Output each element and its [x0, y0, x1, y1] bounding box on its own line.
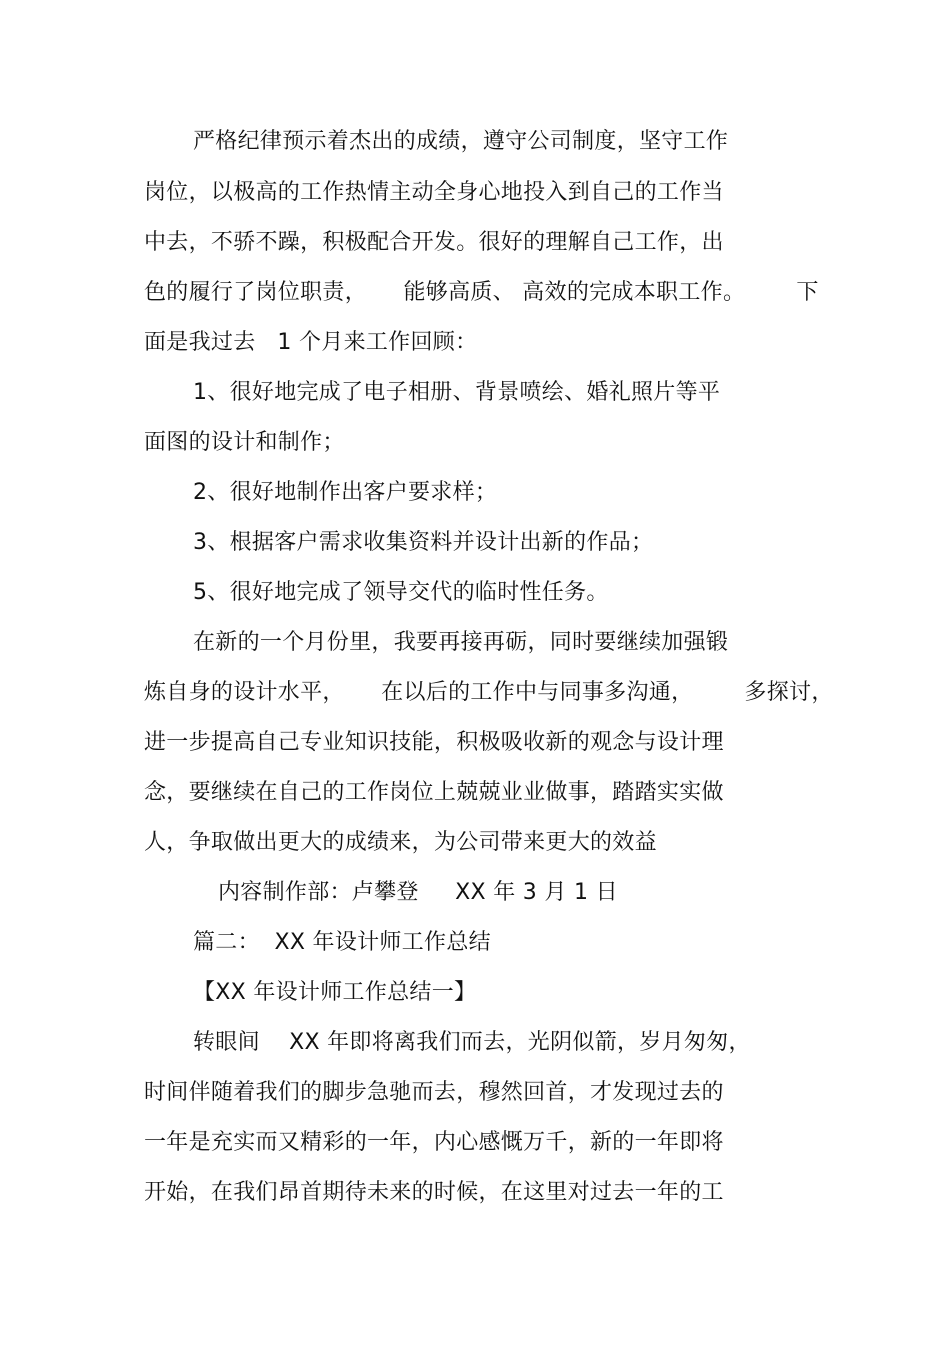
paragraph-line: 在新的一个月份里，我要再接再砺，同时要继续加强锻: [193, 630, 729, 655]
paragraph-line: 转眼间 XX 年即将离我们而去，光阴似箭，岁月匆匆，: [193, 1030, 751, 1055]
list-item: 2、很好地制作出客户要求样；: [193, 480, 498, 505]
paragraph-line: 炼自身的设计水平， 在以后的工作中与同事多沟通， 多探讨，: [144, 680, 834, 705]
paragraph-line: 一年是充实而又精彩的一年，内心感慨万千，新的一年即将: [144, 1130, 724, 1155]
list-item: 5、很好地完成了领导交代的临时性任务。: [193, 580, 609, 605]
paragraph-line: 色的履行了岗位职责， 能够高质、 高效的完成本职工作。 下: [144, 280, 819, 305]
paragraph-line: 岗位，以极高的工作热情主动全身心地投入到自己的工作当: [144, 180, 724, 205]
list-item-continuation: 面图的设计和制作；: [144, 430, 345, 455]
paragraph-line: 严格纪律预示着杰出的成绩，遵守公司制度，坚守工作: [193, 129, 729, 154]
section-heading: 篇二： XX 年设计师工作总结: [193, 930, 491, 955]
paragraph-line: 时间伴随着我们的脚步急驰而去，穆然回首，才发现过去的: [144, 1080, 724, 1105]
paragraph-line: 面是我过去 1 个月来工作回顾：: [144, 330, 478, 355]
paragraph-line: 进一步提高自己专业知识技能，积极吸收新的观念与设计理: [144, 730, 724, 755]
paragraph-line: 念，要继续在自己的工作岗位上兢兢业业做事，踏踏实实做: [144, 780, 724, 805]
paragraph-line: 中去，不骄不躁，积极配合开发。很好的理解自己工作，出: [144, 230, 724, 255]
paragraph-line: 人，争取做出更大的成绩来，为公司带来更大的效益: [144, 830, 657, 855]
paragraph-line: 开始，在我们昂首期待未来的时候，在这里对过去一年的工: [144, 1180, 724, 1205]
subsection-heading: 【XX 年设计师工作总结一】: [193, 980, 477, 1005]
list-item: 3、根据客户需求收集资料并设计出新的作品；: [193, 530, 654, 555]
signature-line: 内容制作部：卢攀登 XX 年 3 月 1 日: [218, 880, 618, 905]
list-item: 1、很好地完成了电子相册、背景喷绘、婚礼照片等平: [193, 380, 721, 405]
